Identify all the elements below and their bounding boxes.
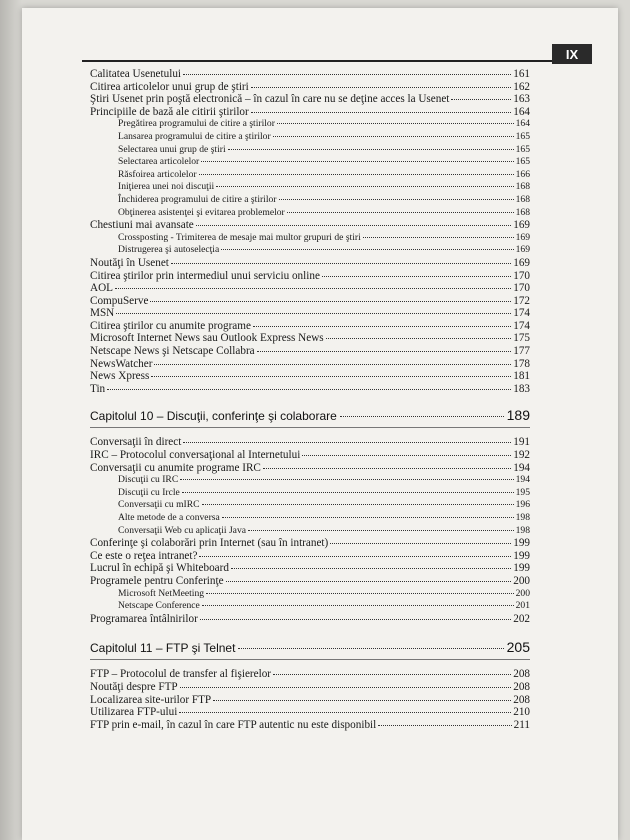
- toc-entry-page: 211: [513, 718, 530, 731]
- toc-entry-title: CompuServe: [90, 294, 149, 307]
- toc-entry-page: 191: [513, 436, 530, 449]
- toc-entry-page: 178: [513, 357, 530, 370]
- toc-entry-page: 194: [515, 474, 530, 486]
- toc-entry-page: 201: [515, 600, 530, 612]
- toc-entry-page: 169: [515, 231, 530, 243]
- toc-entry-page: 162: [513, 80, 530, 93]
- dot-leader: [228, 149, 514, 150]
- toc-entry-title: Lansarea programului de citire a ştirilor: [118, 130, 271, 142]
- toc-entry: [90, 106, 530, 119]
- dot-leader: [183, 74, 511, 75]
- dot-leader: [363, 237, 514, 238]
- toc-entry: [90, 537, 530, 550]
- toc-entry-page: 170: [513, 269, 530, 282]
- toc-entry-title: Distrugerea şi autoselecţia: [118, 244, 220, 256]
- toc-entry: [90, 118, 530, 131]
- page-number-badge: IX: [552, 44, 592, 64]
- toc-entry-title: Conversaţii Web cu aplicaţii Java: [118, 524, 246, 536]
- toc-entry: [90, 156, 530, 169]
- toc-entry-title: Închiderea programului de citire a ştirilor: [118, 193, 277, 205]
- dot-leader: [199, 556, 511, 557]
- toc-entry: [90, 588, 530, 601]
- toc-entry-page: 170: [513, 282, 530, 295]
- dot-leader: [238, 648, 503, 649]
- dot-leader: [277, 123, 514, 124]
- toc-entry-title: Ştiri Usenet prin poştă electronică – în cazul în care nu se deţine acces la Usenet: [90, 93, 450, 106]
- dot-leader: [171, 263, 511, 264]
- toc-entry: [90, 550, 530, 563]
- dot-leader: [115, 288, 511, 289]
- dot-leader: [202, 504, 514, 505]
- dot-leader: [451, 99, 511, 100]
- toc-entry-page: 199: [513, 537, 530, 550]
- toc-entry: [90, 525, 530, 538]
- toc-entry-title: IRC – Protocolul conversaţional al Internetului: [90, 449, 301, 462]
- toc-entry: [90, 332, 530, 345]
- dot-leader: [340, 416, 504, 417]
- toc-entry: [90, 383, 530, 396]
- toc-entry-title: Conversaţii în direct: [90, 436, 182, 449]
- toc-entry-title: Noutăţi despre FTP: [90, 680, 178, 693]
- header-rule: [82, 60, 552, 62]
- toc-entry-title: Noutăţi în Usenet: [90, 256, 169, 269]
- toc-entry: [90, 257, 530, 270]
- toc-entry-title: Citirea ştirilor prin intermediul unui serviciu online: [90, 269, 320, 282]
- toc-entry-title: Alte metode de a conversa: [118, 512, 220, 523]
- dot-leader: [179, 712, 511, 713]
- toc-entry-page: 199: [513, 549, 530, 562]
- toc-entry-title: Utilizarea FTP-ului: [90, 706, 178, 719]
- toc-entry: [90, 668, 530, 681]
- toc-entry-page: 174: [513, 319, 530, 332]
- toc-entry: [90, 370, 530, 383]
- toc-entry-page: 169: [515, 244, 530, 256]
- chapter-title: Capitolul 11 – FTP şi Telnet: [90, 641, 236, 656]
- toc-entry-page: 195: [515, 486, 530, 498]
- dot-leader: [180, 687, 512, 688]
- dot-leader: [183, 442, 511, 443]
- toc-entry-page: 210: [513, 706, 530, 719]
- chapter-rule: [90, 659, 530, 660]
- toc-entry: [90, 194, 530, 207]
- toc-entry-page: 202: [513, 612, 530, 625]
- toc-entry: [90, 562, 530, 575]
- dot-leader: [273, 136, 514, 137]
- toc-entry-page: 174: [513, 307, 530, 320]
- toc-entry: [90, 144, 530, 157]
- toc-entry-page: 161: [513, 68, 530, 80]
- toc-entry: [90, 462, 530, 475]
- toc-entry: [90, 219, 530, 232]
- dot-leader: [326, 338, 512, 339]
- toc-entry: [90, 512, 530, 525]
- dot-leader: [116, 313, 511, 314]
- toc-entry-title: Programarea întâlnirilor: [90, 612, 198, 625]
- toc-entry-title: NewsWatcher: [90, 357, 153, 370]
- toc-entry-page: 194: [513, 461, 530, 474]
- toc-entry-title: Citirea ştirilor cu anumite programe: [90, 319, 251, 332]
- toc-entry: [90, 719, 530, 732]
- toc-entry-page: 199: [513, 562, 530, 575]
- toc-entry-title: Selectarea articolelor: [118, 156, 200, 168]
- toc-entry-title: News Xpress: [90, 370, 150, 383]
- dot-leader: [216, 186, 513, 187]
- toc-entry-title: Localizarea site-urilor FTP: [90, 693, 212, 706]
- chapter-11-heading: [90, 639, 530, 655]
- toc-entry-title: Iniţierea unei noi discuţii: [118, 181, 215, 193]
- toc-entry-title: FTP – Protocolul de transfer al fişierelor: [90, 668, 272, 681]
- toc-entry-page: 198: [515, 512, 530, 523]
- dot-leader: [213, 700, 511, 701]
- toc-entry: [90, 320, 530, 333]
- dot-leader: [257, 351, 512, 352]
- dot-leader: [251, 112, 511, 113]
- toc-entry-title: Conversaţii cu anumite programe IRC: [90, 461, 261, 474]
- toc-entry-title: Calitatea Usenetului: [90, 68, 182, 80]
- dot-leader: [151, 376, 511, 377]
- toc-entry-page: 200: [515, 587, 530, 599]
- toc-entry: [90, 270, 530, 283]
- toc-entry-title: Răsfoirea articolelor: [118, 168, 197, 180]
- dot-leader: [253, 326, 511, 327]
- toc-entry-title: Principiile de bază ale citirii ştirilor: [90, 105, 249, 118]
- toc-entry: [90, 68, 530, 81]
- toc-entry-page: 181: [513, 370, 530, 383]
- toc-entry: [90, 295, 530, 308]
- dot-leader: [200, 619, 511, 620]
- toc-entry: [90, 449, 530, 462]
- toc-entry-page: 168: [515, 181, 530, 193]
- toc-entry-title: Discuţii cu IRC: [118, 474, 179, 486]
- dot-leader: [154, 364, 511, 365]
- dot-leader: [302, 455, 511, 456]
- toc-entry-page: 183: [513, 382, 530, 395]
- toc-entry-page: 164: [513, 105, 530, 118]
- toc-entry: [90, 436, 530, 449]
- dot-leader: [107, 389, 511, 390]
- toc-entry-page: 168: [515, 193, 530, 205]
- toc-entry: [90, 613, 530, 626]
- toc-entry: [90, 694, 530, 707]
- toc-entry: [90, 706, 530, 719]
- toc-entry-title: Citirea articolelor unui grup de ştiri: [90, 80, 249, 93]
- toc-entry-page: 208: [513, 668, 530, 681]
- toc-entry-title: Conferinţe şi colaborări prin Internet (sau în intranet): [90, 537, 329, 550]
- toc-entry-page: 165: [515, 156, 530, 168]
- toc-entry-page: 196: [515, 499, 530, 511]
- toc-entry: [90, 600, 530, 613]
- toc-entry-page: 169: [513, 256, 530, 269]
- dot-leader: [287, 212, 514, 213]
- dot-leader: [150, 301, 511, 302]
- toc-entry-page: 177: [513, 345, 530, 358]
- dot-leader: [222, 517, 514, 518]
- chapter-10-heading: [90, 407, 530, 423]
- dot-leader: [180, 479, 513, 480]
- toc-entry-title: Crossposting - Trimiterea de mesaje mai multor grupuri de ştiri: [118, 231, 361, 243]
- toc-section-2: [90, 436, 530, 625]
- toc-entry-page: 198: [515, 524, 530, 536]
- dot-leader: [279, 199, 514, 200]
- toc-entry-title: Microsoft Internet News sau Outlook Express News: [90, 332, 324, 345]
- page-shadow: [0, 0, 22, 840]
- toc-entry-page: 208: [513, 680, 530, 693]
- dot-leader: [330, 543, 511, 544]
- toc-entry-title: Netscape News şi Netscape Collabra: [90, 345, 255, 358]
- chapter-page: 205: [506, 639, 530, 656]
- toc-entry: [90, 244, 530, 257]
- toc-entry: [90, 474, 530, 487]
- toc-entry: [90, 207, 530, 220]
- toc-entry-page: 164: [515, 118, 530, 130]
- toc-entry-title: Programele pentru Conferinţe: [90, 574, 224, 587]
- toc-entry-page: 208: [513, 693, 530, 706]
- dot-leader: [322, 276, 511, 277]
- toc-entry: [90, 575, 530, 588]
- toc-entry: [90, 358, 530, 371]
- toc-entry: [90, 93, 530, 106]
- toc-entry: [90, 345, 530, 358]
- dot-leader: [248, 530, 514, 531]
- chapter-page: 189: [506, 407, 530, 424]
- dot-leader: [206, 593, 514, 594]
- toc-entry: [90, 169, 530, 182]
- toc-entry-page: 200: [513, 574, 530, 587]
- table-of-contents: [90, 68, 530, 731]
- toc-entry: [90, 282, 530, 295]
- toc-entry-title: MSN: [90, 307, 115, 320]
- dot-leader: [378, 725, 511, 726]
- toc-entry-page: 166: [515, 168, 530, 180]
- dot-leader: [201, 161, 513, 162]
- toc-section-3: [90, 668, 530, 731]
- toc-entry-title: FTP prin e-mail, în cazul în care FTP autentic nu este disponibil: [90, 718, 377, 731]
- dot-leader: [273, 674, 511, 675]
- toc-entry-title: Pregătirea programului de citire a ştirilor: [118, 118, 275, 130]
- toc-entry-title: Chestiuni mai avansate: [90, 219, 194, 232]
- dot-leader: [196, 225, 511, 226]
- toc-entry-title: Conversaţii cu mIRC: [118, 499, 200, 511]
- toc-section-1: [90, 68, 530, 395]
- dot-leader: [226, 581, 512, 582]
- toc-entry: [90, 232, 530, 245]
- toc-entry-title: Ce este o reţea intranet?: [90, 549, 198, 562]
- dot-leader: [182, 492, 514, 493]
- toc-entry: [90, 681, 530, 694]
- toc-entry-title: AOL: [90, 282, 113, 295]
- toc-entry-title: Microsoft NetMeeting: [118, 587, 205, 599]
- dot-leader: [251, 87, 511, 88]
- toc-entry-page: 172: [513, 294, 530, 307]
- toc-entry-page: 169: [513, 219, 530, 232]
- toc-entry-page: 168: [515, 206, 530, 218]
- dot-leader: [199, 174, 514, 175]
- toc-entry: [90, 181, 530, 194]
- chapter-rule: [90, 427, 530, 428]
- chapter-title: Capitolul 10 – Discuţii, conferinţe şi colaborare: [90, 409, 337, 424]
- toc-entry-page: 175: [513, 332, 530, 345]
- toc-entry-page: 192: [513, 449, 530, 462]
- dot-leader: [231, 568, 511, 569]
- toc-entry-title: Discuţii cu Ircle: [118, 486, 180, 498]
- toc-entry-page: 165: [515, 130, 530, 142]
- toc-entry: [90, 487, 530, 500]
- toc-entry-title: Netscape Conference: [118, 600, 200, 612]
- dot-leader: [221, 249, 513, 250]
- toc-entry: [90, 307, 530, 320]
- toc-entry-page: 165: [515, 143, 530, 155]
- toc-entry-title: Obţinerea asistenţei şi evitarea problemelor: [118, 206, 285, 218]
- toc-entry: [90, 131, 530, 144]
- toc-entry-title: Selectarea unui grup de ştiri: [118, 143, 226, 155]
- toc-entry: [90, 499, 530, 512]
- dot-leader: [263, 468, 511, 469]
- toc-entry-title: Tin: [90, 382, 106, 395]
- toc-entry-page: 163: [513, 93, 530, 106]
- toc-entry-title: Lucrul în echipă şi Whiteboard: [90, 562, 229, 575]
- dot-leader: [202, 605, 514, 606]
- toc-entry: [90, 81, 530, 94]
